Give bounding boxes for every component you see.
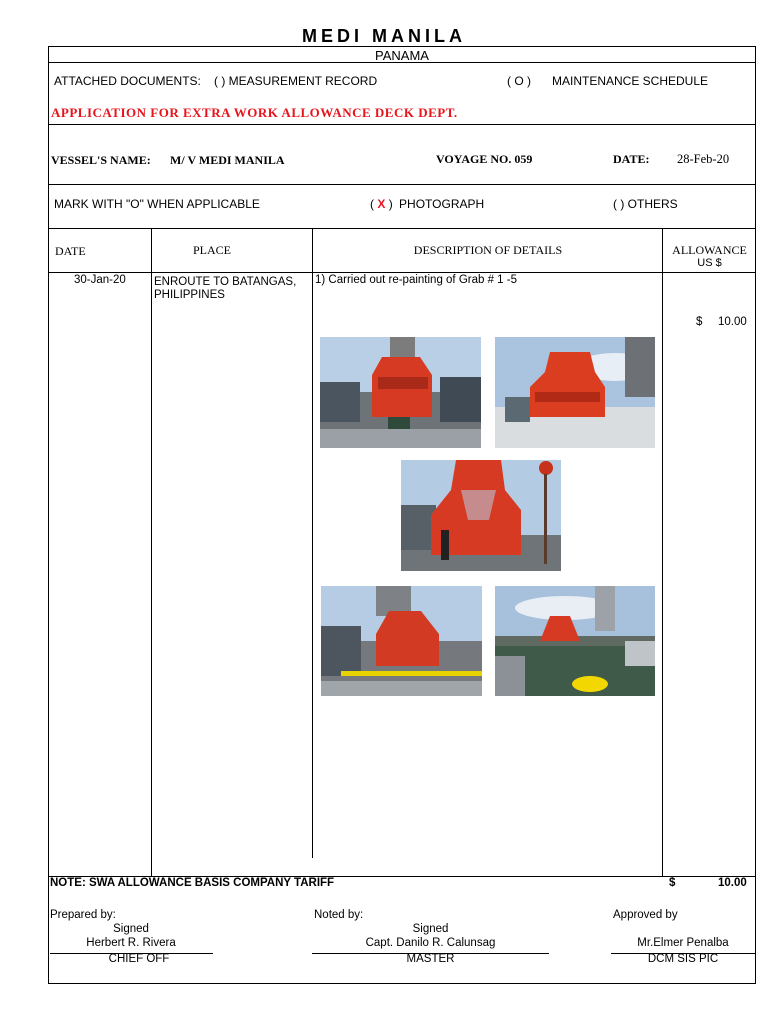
measurement-record-option: ( ) MEASUREMENT RECORD [214,74,378,88]
photograph-x-mark: X [377,197,386,211]
prepared-by-status: Signed [113,923,149,935]
column-header-date: DATE [55,244,86,258]
grab-photo-5 [495,586,655,696]
attached-documents-label: ATTACHED DOCUMENTS: [54,74,201,88]
maintenance-mark: ( O ) [507,74,531,88]
maintenance-schedule-option: MAINTENANCE SCHEDULE [552,74,709,88]
grab-photo-2 [495,337,655,448]
ship-title: MEDI MANILA [302,26,466,46]
approved-by-label: Approved by [613,909,678,921]
column-header-description: DESCRIPTION OF DETAILS [413,243,563,257]
flag-label: PANAMA [375,48,429,63]
vessel-name-label: VESSEL'S NAME: [51,153,151,167]
application-title: APPLICATION FOR EXTRA WORK ALLOWANCE DECK DEPT. [51,105,458,120]
column-header-allowance: ALLOWANCE [672,243,747,257]
grab-photo-3 [401,460,561,571]
date-value: 28-Feb-20 [677,152,730,166]
photograph-label: PHOTOGRAPH [399,197,485,211]
entry-description: 1) Carried out re-painting of Grab # 1 -5 [315,274,517,286]
noted-by-status: Signed [412,923,449,935]
entry-place-line1: ENROUTE TO BATANGAS, [154,276,297,288]
prepared-by-label: Prepared by: [50,909,116,921]
note-total: 10.00 [718,877,747,889]
approved-by-title: DCM SIS PIC [647,953,719,965]
note-currency: $ [669,877,676,889]
column-header-place: PLACE [193,243,232,257]
entry-amount: 10.00 [718,316,747,328]
grab-photo-1 [320,337,481,448]
prepared-by-name: Herbert R. Rivera [86,937,176,949]
noted-by-name: Capt. Danilo R. Calunsag [365,937,496,949]
vessel-name-value: M/ V MEDI MANILA [170,153,285,167]
approved-by-name: Mr.Elmer Penalba [637,937,729,949]
note-text: NOTE: SWA ALLOWANCE BASIS COMPANY TARIFF [50,877,335,889]
prepared-by-title: CHIEF OFF [108,953,170,965]
entry-date: 30-Jan-20 [74,274,126,286]
photograph-close-paren: ) [388,197,393,211]
photograph-option [370,197,484,211]
photograph-open-paren: ( [370,197,374,211]
entry-place-line2: PHILIPPINES [154,289,225,301]
voyage-number: VOYAGE NO. 059 [436,152,533,166]
entry-currency: $ [696,316,703,328]
others-option: ( ) OTHERS [613,197,678,211]
date-label: DATE: [613,152,650,166]
column-header-allowance-unit: US $ [697,257,722,269]
grab-photo-4 [321,586,482,696]
mark-instruction: MARK WITH "O" WHEN APPLICABLE [54,197,260,211]
noted-by-label: Noted by: [314,909,364,921]
noted-by-title: MASTER [406,953,455,965]
